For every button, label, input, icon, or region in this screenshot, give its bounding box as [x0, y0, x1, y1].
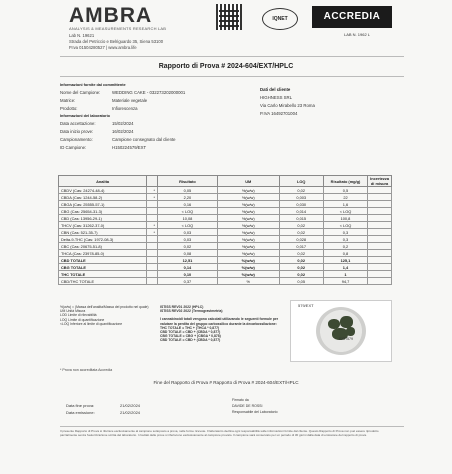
cell-uncertainty [368, 215, 392, 222]
info-value: WEDDING CAKE - 032273202000001 [112, 90, 186, 95]
cell-result: 0,16 [157, 201, 217, 208]
info-label: Prodotto: [60, 106, 78, 111]
plate-label: EXT/579 [339, 337, 353, 341]
cell-analyte: CBN (Cas: 521-35-7) [59, 229, 147, 236]
cell-mg: < LOQ [323, 222, 367, 229]
client-address: Via Carlo Mirabello 23 Roma [260, 103, 315, 108]
table-row [59, 243, 392, 250]
table-row [59, 187, 392, 194]
table-row [59, 250, 392, 257]
cell-analyte: THCA (Cas: 23978-85-0) [59, 250, 147, 257]
cell-analyte: CBD TOTALE [59, 257, 147, 264]
date-emission-value: 21/02/2024 [120, 410, 141, 415]
info-value: 15/02/2024 [112, 121, 134, 126]
table-row [59, 264, 392, 271]
signer-role: Responsabile del Laboratorio [232, 410, 278, 414]
legend-line: LOD Limite di rilevabilità [60, 313, 97, 318]
cell-result: 0,37 [157, 278, 217, 285]
client-name: HIGHNESS SRL [260, 95, 292, 100]
col-result: Risultato [157, 176, 217, 187]
client-vat: P.IVA 16492701004 [260, 111, 298, 116]
info-label: Campionamento: [60, 137, 93, 142]
cell-uncertainty [368, 271, 392, 278]
cell-result: 0,10 [157, 271, 217, 278]
cell-result: 0,03 [157, 229, 217, 236]
cell-star [147, 271, 158, 278]
table-row [59, 194, 392, 201]
table-row [59, 257, 392, 264]
table-row [59, 215, 392, 222]
cell-mg: 125,1 [323, 257, 367, 264]
address-line-3: P.Iva 01504280527 | www.ambra.life [69, 45, 137, 50]
cell-um: %(w/w) [217, 208, 279, 215]
cell-star [147, 236, 158, 243]
col-loq: LOQ [279, 176, 323, 187]
table-row [59, 236, 392, 243]
info-value: Infiorescenza [112, 106, 138, 111]
report-title: Rapporto di Prova # 2024-604/EXT/HPLC [158, 63, 294, 70]
table-header-row [59, 176, 392, 187]
cell-mg: 1 [323, 271, 367, 278]
cell-loq: 0,02 [279, 264, 323, 271]
cell-um: %(w/w) [217, 201, 279, 208]
cell-um: %(w/w) [217, 257, 279, 264]
photo-label: 579/EXT [298, 303, 314, 308]
cell-analyte: THC TOTALE [59, 271, 147, 278]
client-label: Dati del cliente [260, 87, 291, 92]
cell-um: % [217, 278, 279, 285]
cell-analyte: CBDA (Cas: 1244-58-2) [59, 194, 147, 201]
cell-star: * [147, 194, 158, 201]
info-label: Nome del Campione: [60, 90, 101, 95]
cell-analyte: CBD/THC TOTALE [59, 278, 147, 285]
cell-result: 0,03 [157, 236, 217, 243]
iqnet-logo: IQNET [262, 8, 298, 30]
cell-mg: 1,6 [323, 201, 367, 208]
cell-um: %(w/w) [217, 222, 279, 229]
cell-star [147, 208, 158, 215]
cell-loq: 0,02 [279, 271, 323, 278]
cell-mg: 0,3 [323, 236, 367, 243]
cell-mg: 94,7 [323, 278, 367, 285]
method-ref: ISTISS REV02 2022 (Termogravimetria) [160, 309, 223, 314]
legend-line: LOQ Limite di quantificazione [60, 317, 105, 322]
formula: THC TOTALE = THC + (THCA * 0,877) [160, 325, 220, 330]
cell-um: %(w/w) [217, 243, 279, 250]
cell-uncertainty [368, 243, 392, 250]
legend-line: %(w/w) = (Massa dell'analita/Massa del prodotto nel quale) [60, 305, 149, 309]
cell-analyte: CBG TOTALE [59, 264, 147, 271]
cell-um: %(w/w) [217, 264, 279, 271]
cell-um: %(w/w) [217, 271, 279, 278]
cell-loq: 0,017 [279, 243, 323, 250]
address-line-2: Strada del Petriccio e Belriguardo 35, Siena 53100 [69, 39, 164, 44]
cell-star [147, 250, 158, 257]
cell-loq: 0,02 [279, 250, 323, 257]
cell-analyte: CBG (Cas: 25654-31-3) [59, 208, 147, 215]
legend-line: <LOQ Inferiore al limite di quantificazione [60, 321, 123, 326]
cell-mg: 0,3 [323, 229, 367, 236]
cell-analyte: CBD (Cas: 13956-29-1) [59, 215, 147, 222]
cell-mg: 100,8 [323, 215, 367, 222]
cell-loq: 0,003 [279, 194, 323, 201]
formula: CBD TOTALE = CBD + (CBDA * 0,877) [160, 338, 221, 343]
cell-mg: 1,4 [323, 264, 367, 271]
cell-uncertainty [368, 278, 392, 285]
info-label: Data accettazione: [60, 121, 96, 126]
cell-star: * [147, 187, 158, 194]
cell-star [147, 243, 158, 250]
cell-uncertainty [368, 194, 392, 201]
cell-star: * [147, 229, 158, 236]
col-um: UM [217, 176, 279, 187]
cell-uncertainty [368, 264, 392, 271]
method-ref: ISTISS REV01 2022 (HPLC) [160, 305, 204, 309]
info-label: Data inizio prove: [60, 129, 94, 134]
title-divider [60, 76, 404, 77]
cell-mg: < LOQ [323, 208, 367, 215]
ambra-logo: AMBRA [69, 4, 153, 27]
footer-disclaimer: Il presente Rapporto di Prova si riferisce esclusivamente al campione sottoposto a prova, nelle forme ricevute. Il laboratorio declina ogni responsabilità sulle informazioni fornite dal cliente. Questo Rapporto di Prova non può essere riprodotto parzialmente senza l'autorizzazione scritta del laboratorio. I risultati delle prove si riferiscono esclusivamente al campione provato. Il campione sarà conservato per un periodo di 30 giorni dalla data di emissione del rapporto di prova. [60, 429, 379, 437]
signer-name: DAVIDE DE ROSSI [232, 404, 263, 408]
cell-um: %(w/w) [217, 236, 279, 243]
lab-info-label: Informazioni del laboratorio [60, 114, 110, 118]
cell-star [147, 278, 158, 285]
cell-result: 10,08 [157, 215, 217, 222]
cell-star [147, 201, 158, 208]
cell-loq: 0,02 [279, 187, 323, 194]
header-divider [60, 56, 404, 57]
cell-analyte: CBDV (Cas: 24274-48-4) [59, 187, 147, 194]
cell-result: 0,05 [157, 187, 217, 194]
footer-divider [60, 426, 404, 427]
info-value: 16/02/2024 [112, 129, 134, 134]
cell-loq: 0,02 [279, 229, 323, 236]
cell-star [147, 257, 158, 264]
cell-loq: 0,05 [279, 278, 323, 285]
cell-result: < LOQ [157, 208, 217, 215]
col-mg: Risultato (mg/g) [323, 176, 367, 187]
col-star [147, 176, 158, 187]
cell-analyte: CBC (Cas: 20675-51-8) [59, 243, 147, 250]
date-end-label: Data fine prova: [66, 403, 95, 408]
cell-result: 2,20 [157, 194, 217, 201]
cell-result: 0,02 [157, 243, 217, 250]
accredia-note: * Prova non accreditata Accredia [60, 368, 113, 372]
info-value: Materiale vegetale [112, 98, 148, 103]
lab-number: LAB N. 1962 L [344, 32, 371, 37]
date-end-value: 21/02/2024 [120, 403, 141, 408]
cell-loq: 0,014 [279, 208, 323, 215]
signed-by-label: Firmato da [232, 398, 249, 402]
method-block [160, 305, 288, 343]
cell-uncertainty [368, 250, 392, 257]
cell-uncertainty [368, 201, 392, 208]
info-value: H150224579/EXT [112, 145, 147, 150]
legend-block [60, 305, 158, 326]
cell-loq: 0,028 [279, 236, 323, 243]
cell-uncertainty [368, 222, 392, 229]
legend-line: UM Unità Misura [60, 309, 86, 314]
cell-star [147, 264, 158, 271]
cell-uncertainty [368, 208, 392, 215]
cell-uncertainty [368, 187, 392, 194]
results-body [59, 187, 392, 285]
formula: CBG TOTALE = CBG + (CBGA * 0,878) [160, 334, 221, 339]
cell-star [147, 215, 158, 222]
sample-plate [316, 307, 366, 355]
cell-star: * [147, 222, 158, 229]
table-row [59, 222, 392, 229]
cell-uncertainty [368, 257, 392, 264]
method-text: I cannabinoidi totali vengono calcolati utilizzando le seguenti formule per valutare la perdita del gruppo carbossilico durante la decarbossilazione: [160, 317, 279, 326]
cell-analyte: CBGA (Cas: 25555-57-1) [59, 201, 147, 208]
cell-analyte: Delta-9-THC (Cas: 1972-08-3) [59, 236, 147, 243]
bud-shape [346, 327, 355, 336]
cell-mg: 0,8 [323, 250, 367, 257]
address-line-1: Lab N. 19621 [69, 33, 95, 38]
formula: CBD TOTALE = CBD + (CBDA * 0,877) [160, 330, 221, 335]
cell-um: %(w/w) [217, 229, 279, 236]
cell-mg: 0,2 [323, 243, 367, 250]
cell-result: 0,08 [157, 250, 217, 257]
cell-analyte: THCV (Cas: 31262-37-0) [59, 222, 147, 229]
info-label: Matrice: [60, 98, 76, 103]
results-table [58, 175, 392, 285]
info-label: ID Campione: [60, 145, 87, 150]
table-row [59, 271, 392, 278]
table-row [59, 229, 392, 236]
table-row [59, 208, 392, 215]
cell-um: %(w/w) [217, 194, 279, 201]
cell-mg: 0,5 [323, 187, 367, 194]
cell-mg: 22 [323, 194, 367, 201]
cell-um: %(w/w) [217, 187, 279, 194]
logo-subtitle: ANALYSIS & MEASUREMENTS RESEARCH LAB [69, 26, 167, 31]
cell-loq: 0,02 [279, 257, 323, 264]
info-value: Campione consegnato dal cliente [112, 137, 176, 142]
qr-code-icon [216, 4, 242, 30]
cell-uncertainty [368, 236, 392, 243]
end-of-report: Fine del Rapporto di Prova # Rapporto di Prova # 2024-604/EXT/HPLC [153, 380, 299, 385]
table-row [59, 201, 392, 208]
cell-um: %(w/w) [217, 250, 279, 257]
cell-um: %(w/w) [217, 215, 279, 222]
cell-uncertainty [368, 229, 392, 236]
cell-loq: 0,02 [279, 222, 323, 229]
accredia-logo: ACCREDIA [312, 6, 392, 28]
col-analyte: Analita [59, 176, 147, 187]
cell-result: 0,14 [157, 264, 217, 271]
info-section-label: Informazioni fornite dal committente [60, 83, 126, 87]
date-emission-label: Data emissione: [66, 410, 95, 415]
cell-loq: 0,015 [279, 215, 323, 222]
col-uncertainty: Incertezza di misura [368, 176, 392, 187]
cell-result: 12,51 [157, 257, 217, 264]
table-row [59, 278, 392, 285]
cell-result: < LOQ [157, 222, 217, 229]
cell-loq: 0,030 [279, 201, 323, 208]
